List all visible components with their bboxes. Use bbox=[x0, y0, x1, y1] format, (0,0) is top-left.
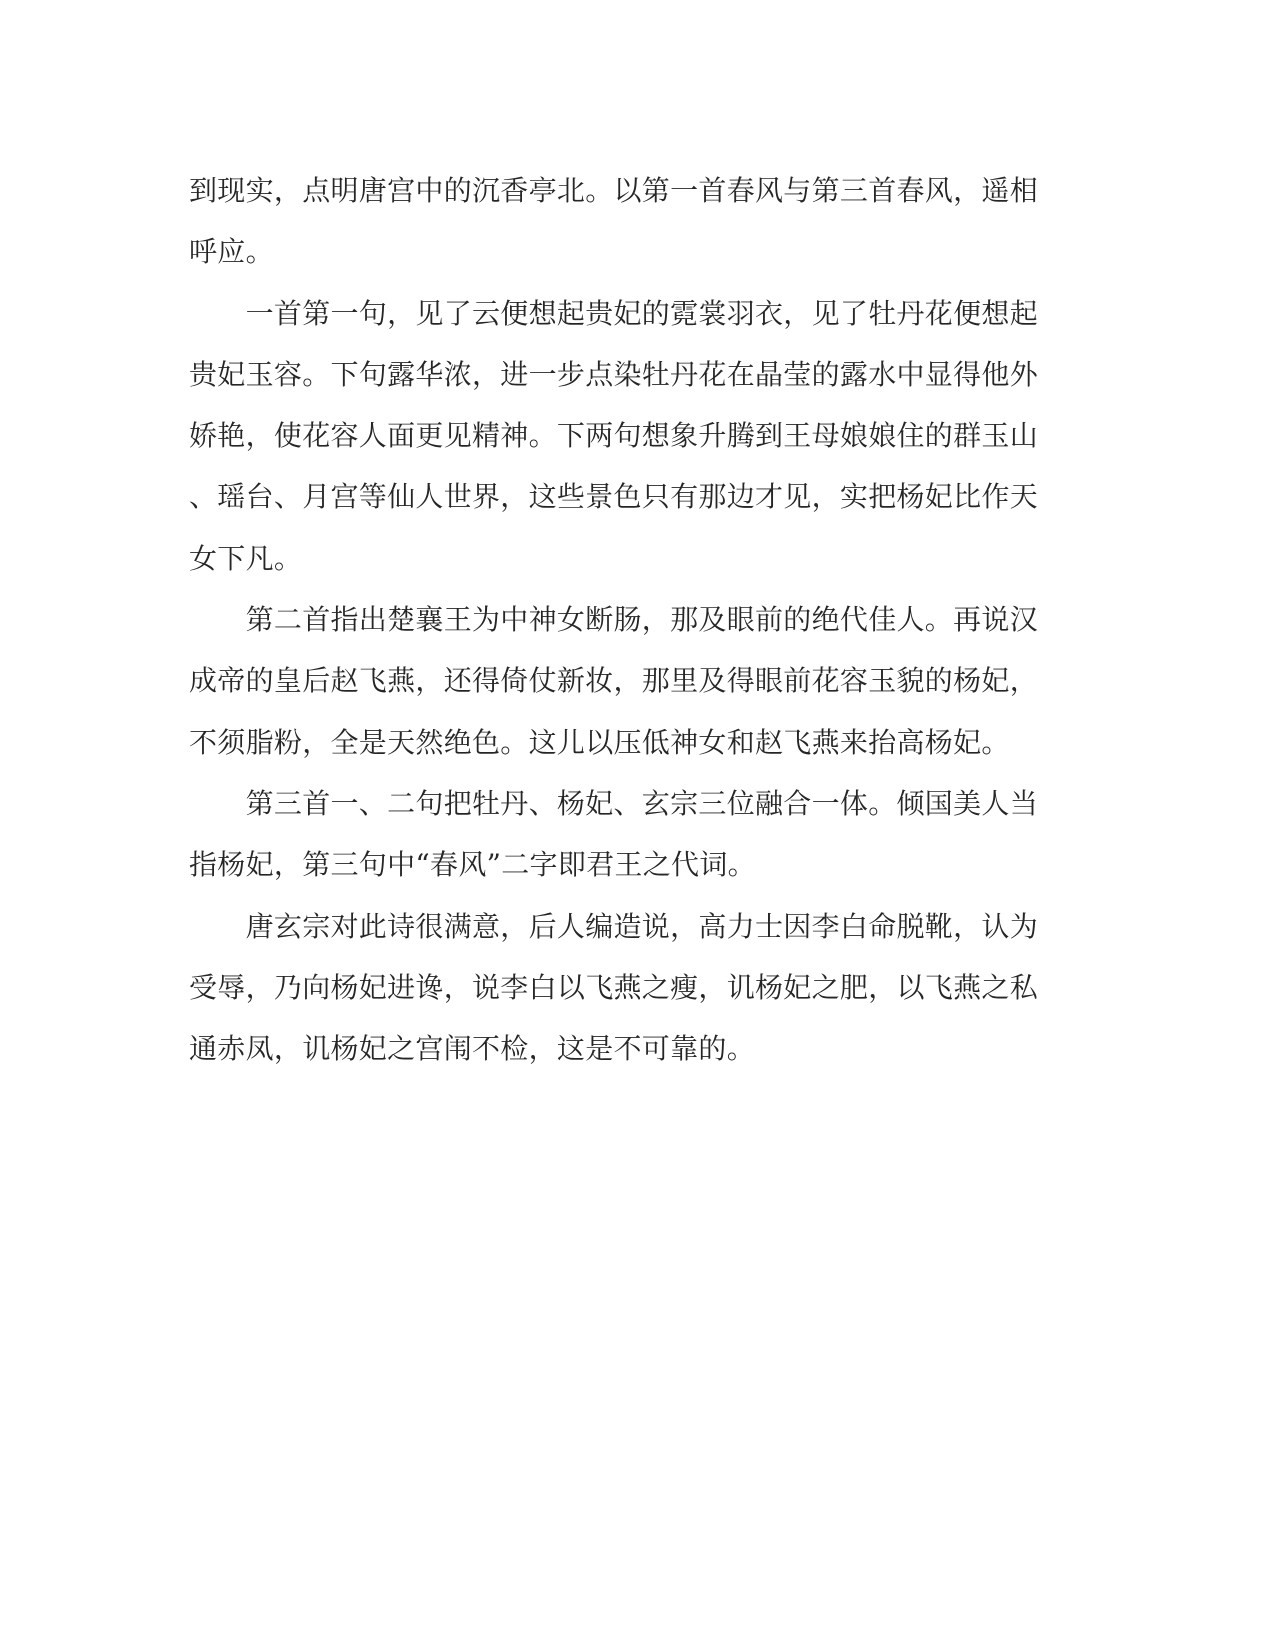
text-line: 第三首一、二句把牡丹、杨妃、玄宗三位融合一体。倾国美人当 bbox=[189, 786, 1039, 820]
text-line: 第二首指出楚襄王为中神女断肠，那及眼前的绝代佳人。再说汉 bbox=[189, 603, 1039, 637]
text-line: 贵妃玉容。下句露华浓，进一步点染牡丹花在晶莹的露水中显得他外 bbox=[189, 357, 1039, 391]
text-line: 通赤凤，讥杨妃之宫闱不检，这是不可靠的。 bbox=[189, 1032, 756, 1066]
text-line: 一首第一句，见了云便想起贵妃的霓裳羽衣，见了牡丹花便想起 bbox=[189, 296, 1039, 330]
text-line: 呼应。 bbox=[189, 235, 274, 269]
text-line: 唐玄宗对此诗很满意，后人编造说，高力士因李白命脱靴，认为 bbox=[189, 909, 1039, 943]
text-line: 女下凡。 bbox=[189, 541, 303, 575]
text-line: 、瑶台、月宫等仙人世界，这些景色只有那边才见，实把杨妃比作天 bbox=[189, 480, 1039, 514]
body-text bbox=[189, 160, 1069, 1079]
text-line: 成帝的皇后赵飞燕，还得倚仗新妆，那里及得眼前花容玉貌的杨妃， bbox=[189, 664, 1039, 698]
text-line: 受辱，乃向杨妃进谗，说李白以飞燕之瘦，讥杨妃之肥，以飞燕之私 bbox=[189, 970, 1039, 1004]
text-line: 不须脂粉，全是天然绝色。这儿以压低神女和赵飞燕来抬高杨妃。 bbox=[189, 725, 1010, 759]
text-line: 指杨妃，第三句中“春风”二字即君王之代词。 bbox=[189, 848, 756, 882]
text-line: 娇艳，使花容人面更见精神。下两句想象升腾到王母娘娘住的群玉山 bbox=[189, 419, 1039, 453]
text-line: 到现实，点明唐宫中的沉香亭北。以第一首春风与第三首春风，遥相 bbox=[189, 174, 1039, 207]
